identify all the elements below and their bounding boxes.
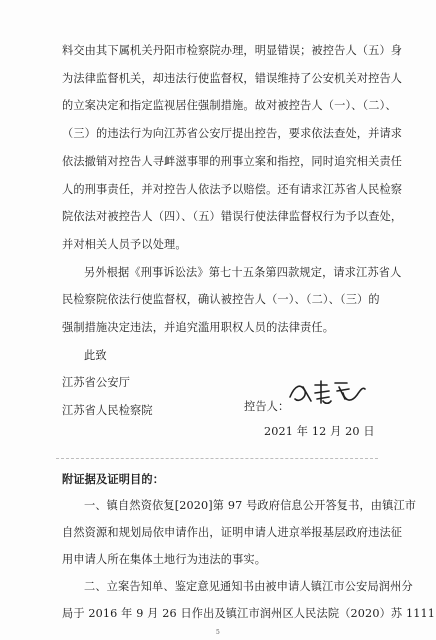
appendix-item-1-line: 自然资源和规划局依申请作出，证明申请人进京举报基层政府违法征 (62, 526, 403, 539)
appendix-item-2-line: 局于 2016 年 9 月 26 日作出及镇江市润州区人民法院（2020）苏 1111 (62, 607, 436, 620)
paragraph-1-line: 人的刑事责任，并对控告人依法予以赔偿。还有请求江苏省人民检察 (62, 183, 403, 196)
recipient-public-security: 江苏省公安厅 (62, 376, 131, 389)
paragraph-1-line: 为法律监督机关，却违法行使监督权，错误维持了公安机关对控告人 (62, 72, 403, 85)
appendix-item-1-line: 一、镇自然资依复[2020]第 97 号政府信息公开答复书，由镇江市 (84, 499, 417, 512)
paragraph-1-line: 料交由其下属机关丹阳市检察院办理，明显错误；被控告人（五）身 (62, 44, 403, 57)
page-number: 5 (216, 629, 220, 636)
appendix-item-1-line: 用申请人所在集体土地行为违法的事实。 (62, 553, 267, 566)
paragraph-1-line: （三）的违法行为向江苏省公安厅提出控告，要求依法查处，并请求 (62, 127, 403, 140)
paragraph-1-line: 依法撤销对控告人寻衅滋事罪的刑事立案和指控，同时追究相关责任 (62, 155, 403, 168)
appendix-item-2-line: 二、立案告知单、鉴定意见通知书由被申请人镇江市公安局润州分 (84, 580, 413, 593)
paragraph-1-line: 的立案决定和指定监视居住强制措施。故对被控告人（一）、（二）、 (62, 99, 397, 112)
paragraph-2-line: 强制措施决定违法，并追究滥用职权人员的法律责任。 (62, 321, 335, 334)
salutation: 此致 (84, 349, 107, 362)
paragraph-2-line: 民检察院依法行使监督权，确认被控告人（一）、（二）、（三）的 (62, 293, 380, 306)
handwritten-signature (287, 377, 367, 407)
paragraph-2-line: 另外根据《刑事诉讼法》第七十五条第四款规定，请求江苏省人 (84, 266, 402, 279)
paragraph-1-line: 院依法对被控告人（四）、（五）错误行使法律监督权行为予以查处， (62, 210, 403, 223)
recipient-procuratorate: 江苏省人民检察院 (62, 404, 153, 417)
section-divider (56, 458, 378, 459)
paragraph-1-line: 并对相关人员予以处理。 (62, 238, 187, 251)
letter-date: 2021 年 12 月 20 日 (264, 425, 375, 438)
appendix-heading: 附证据及证明目的： (62, 472, 165, 486)
signer-label: 控告人： (244, 400, 290, 413)
